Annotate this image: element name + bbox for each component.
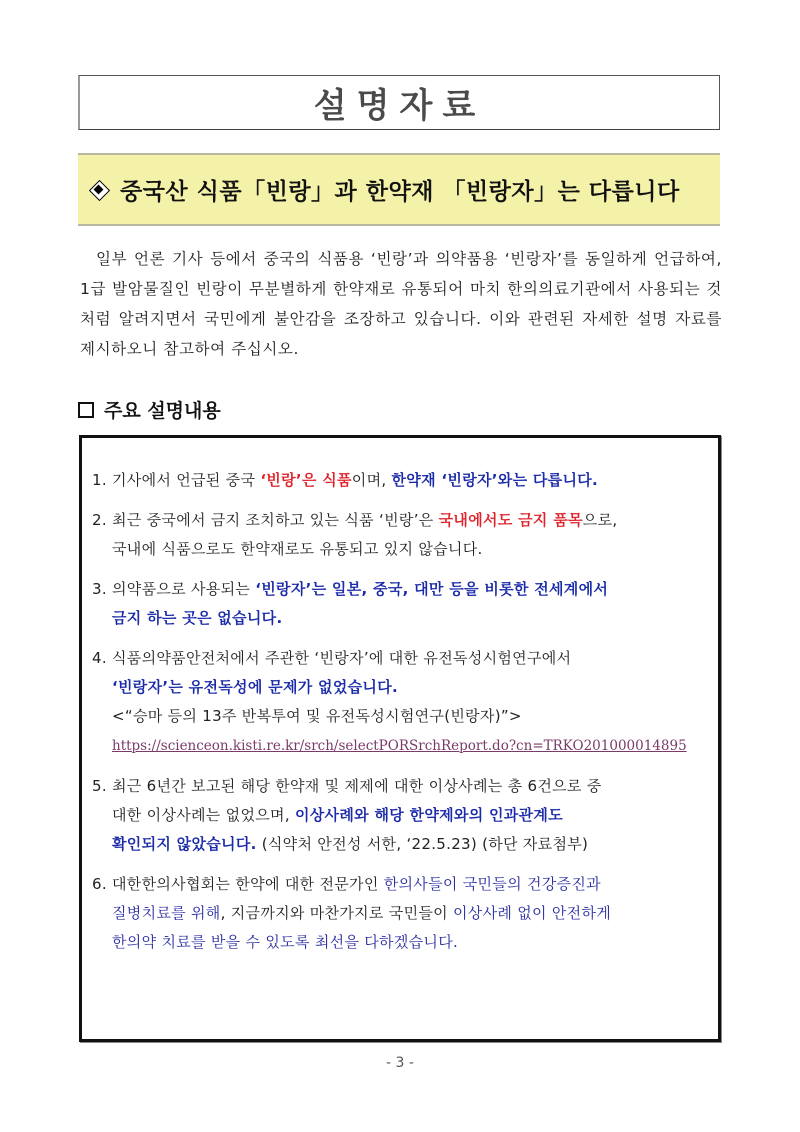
citation-text: <“승마 등의 13주 반복투여 및 유전독성시험연구(빈랑자)”> [112,707,522,725]
item-number: 5. [92,777,107,795]
intro-text: 일부 언론 기사 등에서 중국의 식품용 ‘빈랑’과 의약품용 ‘빈랑자’를 동일하게 언급하여, 1급 발암물질인 빈랑이 무분별하게 한약재로 유통되어 마치 한의의료기관에서 사용되는 것처럼 알려지면서 국민에게 불안감을 조장하고 있습니다. 이와 관련된 자세한 설명 자료를 제시하오니 참고하여 주십시오. [80,250,722,358]
highlight-blue: 확인되지 않았습니다. [112,835,257,853]
section-heading [78,396,221,423]
highlight-blue: 이상사례와 해당 한약제와의 인과관계도 [294,806,563,824]
list-item-3 [92,575,706,633]
list-item-2 [92,506,706,564]
highlight-red: ‘빈랑’은 식품 [260,471,352,489]
highlight-blue: ‘빈랑자’는 일본, 중국, 대만 등을 비롯한 전세계에서 [255,580,609,598]
intro-paragraph [80,244,722,364]
highlight-red: 국내에서도 금지 품목 [438,511,583,529]
item-text: (식약처 안전성 서한, ‘22.5.23) (하단 자료첨부) [256,835,589,853]
checkbox-icon [78,402,94,418]
section-heading-text: 주요 설명내용 [104,400,221,422]
item-text: , 지금까지와 마찬가지로 국민들이 [220,904,454,922]
item-number: 2. [92,511,107,529]
highlight-blue: 질병치료를 위해 [112,904,221,922]
reference-link[interactable]: https://scienceon.kisti.re.kr/srch/selectPORSrchReport.do?cn=TRKO201000014895 [112,738,687,754]
list-item-6 [92,870,706,957]
item-continuation: 국내에 식품으로도 한약재로도 유통되고 있지 않습니다. [112,540,483,558]
item-text: 대한 이상사례는 없었으며, [112,806,295,824]
item-number: 3. [92,580,107,598]
list-item-1 [92,466,706,495]
key-points-box [79,435,721,1042]
item-number: 1. [92,471,107,489]
item-text: 으로, [582,511,618,529]
highlight-blue: 한약재 ‘빈랑자’와는 다릅니다. [391,471,599,489]
item-text: 이며, [351,471,392,489]
item-text: 대한한의사협회는 한약에 대한 전문가인 [106,875,384,893]
highlight-blue: 한의약 치료를 받을 수 있도록 최선을 다하겠습니다. [112,933,459,951]
highlight-blue: 이상사례 없이 안전하게 [453,904,612,922]
list-item-5 [92,772,706,859]
item-text: 최근 중국에서 금지 조치하고 있는 식품 ‘빈랑’은 [106,511,439,529]
document-title-box [78,75,720,130]
highlight-blue: 금지 하는 곳은 없습니다. [112,609,283,627]
page-number: - 3 - [386,1055,414,1071]
headline-text: 중국산 식품「빈랑」과 한약재 「빈랑자」는 다릅니다 [120,179,680,205]
item-text: 식품의약품안전처에서 주관한 ‘빈랑자’에 대한 유전독성시험연구에서 [106,649,572,667]
item-text: 기사에서 언급된 중국 [106,471,261,489]
item-text: 의약품으로 사용되는 [106,580,256,598]
highlight-blue: 한의사들이 국민들의 건강증진과 [383,875,601,893]
diamond-bullet-icon [90,181,108,199]
highlight-blue: ‘빈랑자’는 유전독성에 문제가 없었습니다. [112,678,398,696]
headline-banner [78,153,720,226]
item-number: 4. [92,649,107,667]
item-number: 6. [92,875,107,893]
document-title: 설명자료 [313,86,486,126]
list-item-4 [92,644,706,761]
item-text: 최근 6년간 보고된 해당 한약재 및 제제에 대한 이상사례는 총 6건으로 중 [106,777,602,795]
